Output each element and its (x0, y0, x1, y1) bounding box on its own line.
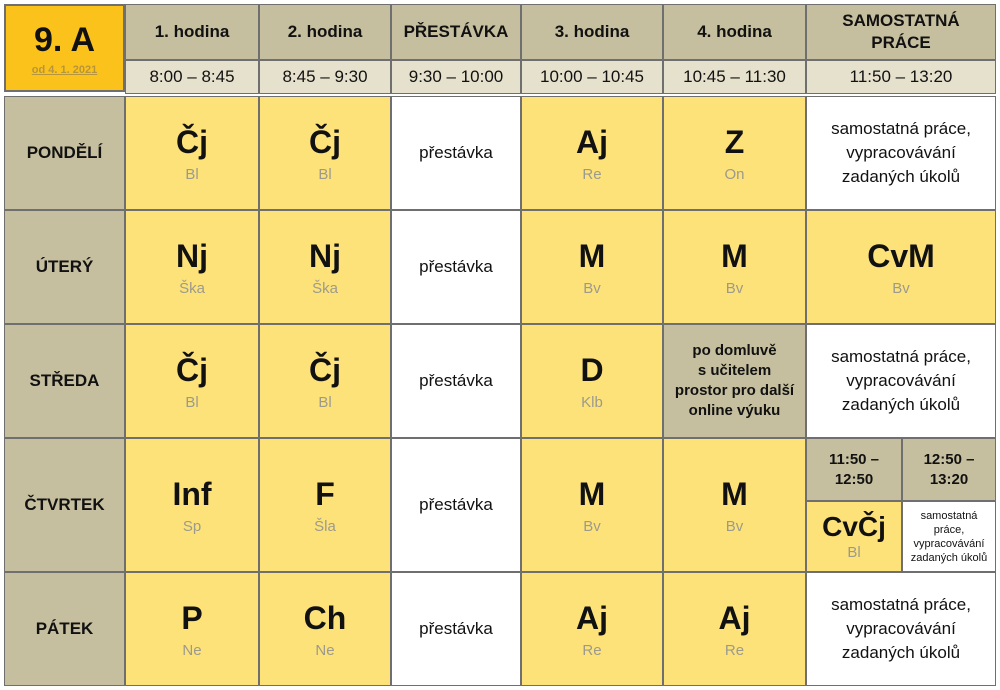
subject: D (580, 351, 604, 388)
teacher: Ška (179, 279, 205, 297)
teacher: Ška (312, 279, 338, 297)
wed-self-study (806, 324, 996, 438)
thu-period-1 (125, 438, 259, 572)
time-line: 11:50 – (828, 450, 880, 468)
day-wednesday: STŘEDA (4, 324, 125, 438)
time-self-study: 11:50 – 13:20 (806, 60, 996, 94)
wed-period-4-note (663, 324, 806, 438)
fri-period-3 (521, 572, 663, 686)
mon-period-2 (259, 96, 391, 210)
note-line: prostor pro další (674, 382, 795, 399)
subject: M (721, 475, 748, 512)
header-period-2: 2. hodina (259, 4, 391, 60)
header-self-study (806, 4, 996, 60)
time-period-2: 8:45 – 9:30 (259, 60, 391, 94)
mon-period-3 (521, 96, 663, 210)
valid-since-link[interactable]: od 4. 1. 2021 (31, 63, 98, 76)
fri-period-1 (125, 572, 259, 686)
header-break: PŘESTÁVKA (391, 4, 521, 60)
mon-period-4 (663, 96, 806, 210)
thu-break: přestávka (391, 438, 521, 572)
self-line: vypracovávání (846, 619, 956, 638)
tue-period-3 (521, 210, 663, 324)
self-line: samostatná práce, (831, 595, 971, 614)
subject: Aj (576, 123, 608, 160)
subject: M (578, 475, 606, 512)
teacher: Bv (892, 279, 910, 297)
self-line: zadaných úkolů (841, 395, 961, 414)
subject: Aj (718, 599, 751, 636)
subject: CvČj (822, 511, 886, 542)
thu-split-b-time (902, 438, 996, 501)
day-friday: PÁTEK (4, 572, 125, 686)
subject: Inf (172, 475, 212, 512)
self-line: zadaných úkolů (841, 167, 961, 186)
day-thursday: ČTVRTEK (4, 438, 125, 572)
note-line: po domluvě (692, 342, 777, 359)
teacher: Re (724, 641, 745, 659)
mon-period-1 (125, 96, 259, 210)
time-period-1: 8:00 – 8:45 (125, 60, 259, 94)
subject: M (578, 237, 606, 274)
fri-period-4 (663, 572, 806, 686)
subject: Aj (576, 599, 608, 636)
subject: P (181, 599, 203, 636)
header-period-3: 3. hodina (521, 4, 663, 60)
time-period-3: 10:00 – 10:45 (521, 60, 663, 94)
tue-period-4 (663, 210, 806, 324)
teacher: Re (582, 641, 602, 659)
mon-self-study (806, 96, 996, 210)
fri-self-study (806, 572, 996, 686)
self-line: zadaných úkolů (841, 643, 961, 662)
header-self-study-line1: SAMOSTATNÁ (842, 11, 960, 30)
self-line: práce, (933, 523, 965, 536)
wed-break: přestávka (391, 324, 521, 438)
subject: Čj (309, 351, 341, 388)
teacher: Bv (583, 517, 601, 535)
self-line: vypracovávání (846, 143, 956, 162)
self-line: zadaných úkolů (910, 551, 988, 564)
thu-period-2 (259, 438, 391, 572)
header-period-1: 1. hodina (125, 4, 259, 60)
subject: Čj (309, 123, 341, 160)
time-line: 13:20 (929, 470, 969, 488)
teacher: Re (582, 165, 602, 183)
self-line: samostatná (920, 509, 978, 522)
fri-period-2 (259, 572, 391, 686)
day-tuesday: ÚTERÝ (4, 210, 125, 324)
teacher: Klb (581, 393, 603, 411)
self-line: vypracovávání (846, 371, 956, 390)
header-self-study-line2: PRÁCE (871, 33, 931, 52)
subject: M (721, 237, 748, 274)
teacher: Bv (725, 517, 744, 535)
self-line: samostatná práce, (831, 119, 971, 138)
teacher: Bl (847, 544, 861, 561)
tue-self-study (806, 210, 996, 324)
class-title: 9. A (33, 20, 96, 59)
subject: F (315, 475, 335, 512)
teacher: Bl (185, 393, 199, 411)
teacher: Ne (315, 641, 335, 659)
thu-split-a-time (806, 438, 902, 501)
fri-break: přestávka (391, 572, 521, 686)
time-line: 12:50 – (923, 450, 975, 468)
note-line: s učitelem (697, 362, 772, 379)
header-period-4: 4. hodina (663, 4, 806, 60)
time-line: 12:50 (834, 470, 874, 488)
self-line: vypracovávání (913, 537, 985, 550)
subject: Ch (303, 599, 347, 636)
subject: Nj (309, 237, 341, 274)
subject: CvM (867, 237, 935, 274)
self-line: samostatná práce, (831, 347, 971, 366)
mon-break: přestávka (391, 96, 521, 210)
subject: Čj (176, 123, 208, 160)
teacher: Bl (318, 165, 332, 183)
tue-break: přestávka (391, 210, 521, 324)
wed-period-1 (125, 324, 259, 438)
teacher: Bv (583, 279, 601, 297)
subject: Nj (176, 237, 208, 274)
thu-split-a-lesson (806, 501, 902, 572)
day-monday: PONDĚLÍ (4, 96, 125, 210)
teacher: Sp (182, 517, 202, 535)
teacher: Bl (318, 393, 332, 411)
wed-period-2 (259, 324, 391, 438)
teacher: Bl (185, 165, 199, 183)
teacher: On (724, 165, 745, 183)
class-cell (4, 4, 125, 92)
thu-period-3 (521, 438, 663, 572)
thu-period-4 (663, 438, 806, 572)
subject: Čj (176, 351, 208, 388)
thu-split-b-self-study (902, 501, 996, 572)
time-break: 9:30 – 10:00 (391, 60, 521, 94)
teacher: Bv (725, 279, 744, 297)
teacher: Ne (182, 641, 202, 659)
time-period-4: 10:45 – 11:30 (663, 60, 806, 94)
wed-period-3 (521, 324, 663, 438)
note-line: online výuku (688, 402, 781, 419)
tue-period-1 (125, 210, 259, 324)
tue-period-2 (259, 210, 391, 324)
subject: Z (724, 123, 745, 160)
teacher: Šla (314, 517, 336, 535)
